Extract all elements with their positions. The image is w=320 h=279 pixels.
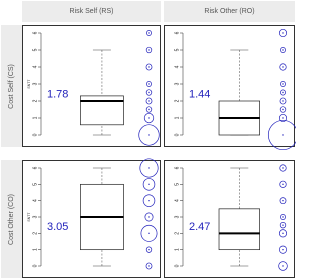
bubble-center-dot [148, 167, 149, 168]
bubble-center-dot [282, 265, 283, 266]
y-tick-label: 5 [174, 182, 181, 186]
bubble-center-dot [148, 249, 149, 250]
y-tick-label: 6 [32, 166, 39, 170]
mean-label: 2.47 [189, 221, 211, 234]
bubble-center-dot [282, 66, 283, 67]
bubble-center-dot [148, 109, 149, 110]
y-tick-label: 6 [174, 31, 181, 35]
bubble-center-dot [282, 83, 283, 84]
y-tick-label: 4 [32, 65, 39, 69]
bubble-center-dot [148, 32, 149, 33]
bubble-center-dot [282, 32, 283, 33]
y-tick-label: 3 [32, 82, 39, 86]
bubble-center-dot [282, 134, 283, 135]
y-tick-label: 1 [32, 116, 39, 120]
mean-label: 1.44 [189, 88, 211, 101]
bubble-center-dot [148, 216, 149, 217]
bubble-center-dot [148, 184, 149, 185]
panel-co-rs [23, 159, 161, 278]
y-tick-label: 2 [32, 231, 39, 235]
y-tick-label: 4 [32, 199, 39, 203]
y-tick-label: 5 [32, 48, 39, 52]
y-tick-label: 0 [174, 133, 181, 137]
bubble-center-dot [148, 200, 149, 201]
bubble-center-dot [148, 233, 149, 234]
bubble-center-dot [282, 233, 283, 234]
panel-cs-rs [23, 26, 161, 147]
panel-frame [23, 26, 161, 147]
column-header-label: Risk Other (RO) [204, 8, 255, 15]
y-tick-label: 1 [174, 116, 181, 120]
y-tick-label: 0 [32, 264, 39, 268]
bubble-center-dot [282, 249, 283, 250]
y-tick-label: 1 [32, 248, 39, 252]
y-tick-label: 1 [174, 248, 181, 252]
y-tick-label: 2 [32, 99, 39, 103]
mean-label: 1.78 [47, 88, 69, 101]
y-tick-label: 2 [174, 99, 181, 103]
y-tick-label: 5 [32, 182, 39, 186]
row-header-label: Cost Self (CS) [8, 63, 16, 109]
column-header-label: Risk Self (RS) [69, 8, 114, 15]
y-tick-label: 2 [174, 231, 181, 235]
y-tick-label: 3 [174, 215, 181, 219]
bubble-center-dot [282, 216, 283, 217]
bubble-center-dot [148, 49, 149, 50]
bubble-center-dot [282, 49, 283, 50]
bubble-center-dot [282, 184, 283, 185]
y-tick-label: 0 [174, 264, 181, 268]
mean-label: 3.05 [47, 221, 69, 234]
y-tick-label: 5 [174, 48, 181, 52]
y-axis-label: SNTT [26, 212, 31, 222]
bubble-center-dot [148, 83, 149, 84]
bubble-center-dot [282, 224, 283, 225]
bubble-center-dot [282, 109, 283, 110]
panel-cs-ro [165, 26, 297, 150]
y-tick-label: 3 [174, 82, 181, 86]
frequency-bubble [268, 120, 296, 149]
bubble-center-dot [148, 134, 149, 135]
bubble-center-dot [148, 265, 149, 266]
bubble-center-dot [148, 92, 149, 93]
bubble-center-dot [282, 117, 283, 118]
bubble-center-dot [282, 100, 283, 101]
row-header-label: Cost Other (CO) [8, 193, 16, 245]
y-tick-label: 6 [174, 166, 181, 170]
bubble-center-dot [148, 100, 149, 101]
bubble-center-dot [282, 167, 283, 168]
bubble-center-dot [148, 66, 149, 67]
y-tick-label: 6 [32, 31, 39, 35]
bubble-center-dot [148, 117, 149, 118]
bubble-center-dot [282, 200, 283, 201]
y-tick-label: 4 [174, 65, 181, 69]
box-iqr [219, 209, 260, 250]
y-axis-label: SNTT [26, 79, 31, 89]
bubble-center-dot [282, 92, 283, 93]
y-tick-label: 4 [174, 199, 181, 203]
y-tick-label: 0 [32, 133, 39, 137]
y-tick-label: 3 [32, 215, 39, 219]
panel-co-ro [165, 161, 295, 278]
